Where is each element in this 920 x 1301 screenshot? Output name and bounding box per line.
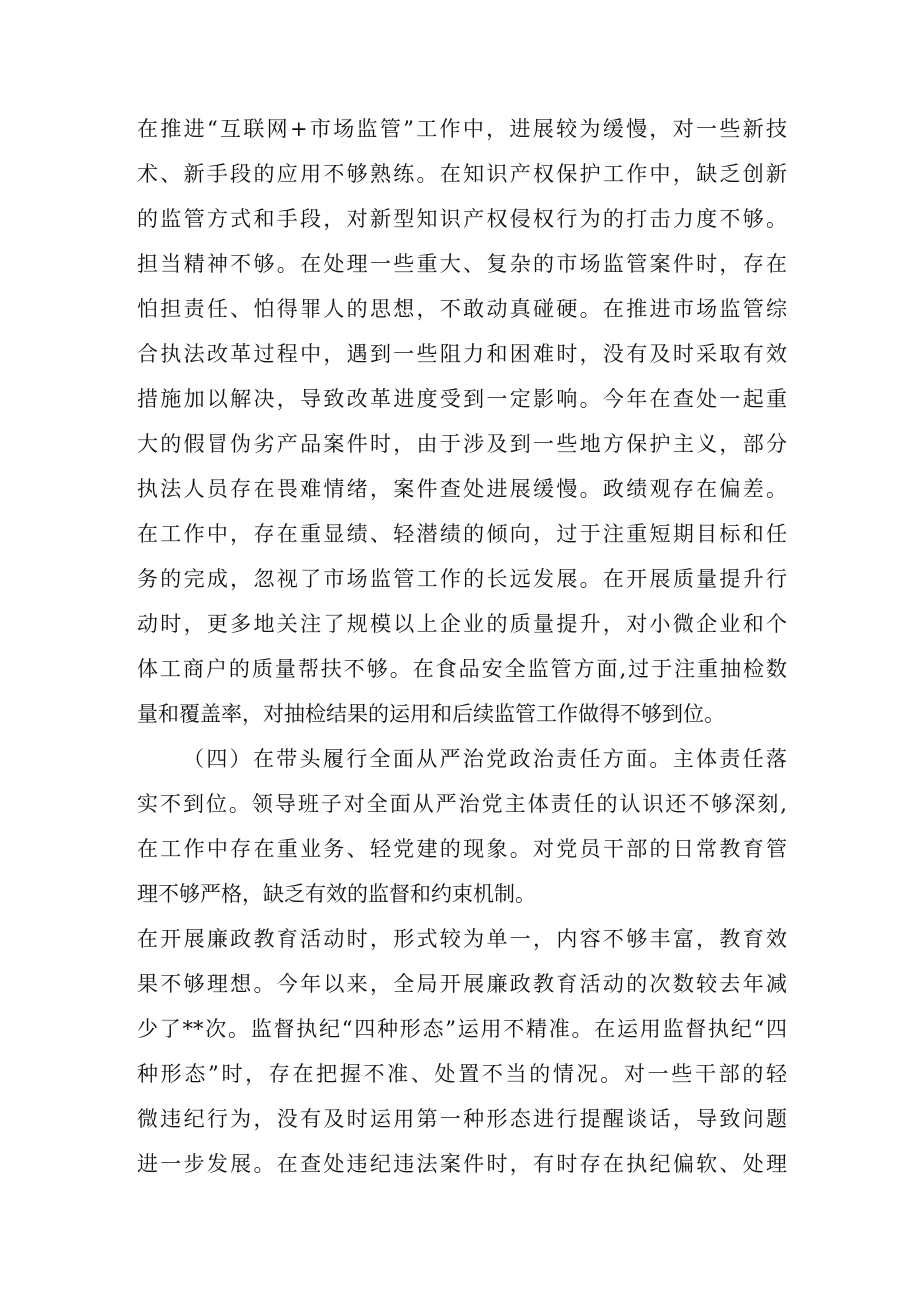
text-line: 大的假冒伪劣产品案件时，由于涉及到一些地方保护主义，部分 xyxy=(137,432,787,456)
text-line: 在开展廉政教育活动时，形式较为单一，内容不够丰富，教育效 xyxy=(137,927,787,951)
text-line: 执法人员存在畏难情绪，案件查处进展缓慢。政绩观存在偏差。 xyxy=(137,477,787,501)
text-line: 术、新手段的应用不够熟练。在知识产权保护工作中，缺乏创新 xyxy=(137,162,787,186)
text-line: 合执法改革过程中，遇到一些阻力和困难时，没有及时采取有效 xyxy=(137,342,787,366)
text-line: 动时，更多地关注了规模以上企业的质量提升，对小微企业和个 xyxy=(137,612,787,636)
text-line: 果不够理想。今年以来，全局开展廉政教育活动的次数较去年减 xyxy=(137,972,787,996)
text-line: 微违纪行为，没有及时运用第一种形态进行提醒谈话，导致问题 xyxy=(137,1107,787,1131)
text-line: 种形态”时，存在把握不准、处置不当的情况。对一些干部的轻 xyxy=(137,1062,787,1086)
text-line: 体工商户的质量帮扶不够。在食品安全监管方面,过于注重抽检数 xyxy=(137,657,787,681)
text-line: 在工作中，存在重显绩、轻潜绩的倾向，过于注重短期目标和任 xyxy=(137,522,787,546)
text-line: 务的完成，忽视了市场监管工作的长远发展。在开展质量提升行 xyxy=(137,567,787,591)
text-line: 实不到位。领导班子对全面从严治党主体责任的认识还不够深刻, xyxy=(137,792,787,816)
text-line: 担当精神不够。在处理一些重大、复杂的市场监管案件时，存在 xyxy=(137,252,787,276)
text-line: 在工作中存在重业务、轻党建的现象。对党员干部的日常教育管 xyxy=(137,837,787,861)
text-line: 的监管方式和手段，对新型知识产权侵权行为的打击力度不够。 xyxy=(137,207,787,231)
text-line: 少了**次。监督执纪“四种形态”运用不精准。在运用监督执纪“四 xyxy=(137,1017,787,1041)
section-heading-line: （四）在带头履行全面从严治党政治责任方面。主体责任落 xyxy=(183,747,787,771)
text-line: 进一步发展。在查处违纪违法案件时，有时存在执纪偏软、处理 xyxy=(137,1152,787,1176)
text-line: 怕担责任、怕得罪人的思想，不敢动真碰硬。在推进市场监管综 xyxy=(137,297,787,321)
text-line: 在推进“互联网+市场监管”工作中，进展较为缓慢，对一些新技 xyxy=(137,117,787,141)
text-line: 量和覆盖率，对抽检结果的运用和后续监管工作做得不够到位。 xyxy=(137,702,725,726)
text-line: 理不够严格，缺乏有效的监督和约束机制。 xyxy=(137,882,536,906)
text-line: 措施加以解决，导致改革进度受到一定影响。今年在查处一起重 xyxy=(137,387,787,411)
